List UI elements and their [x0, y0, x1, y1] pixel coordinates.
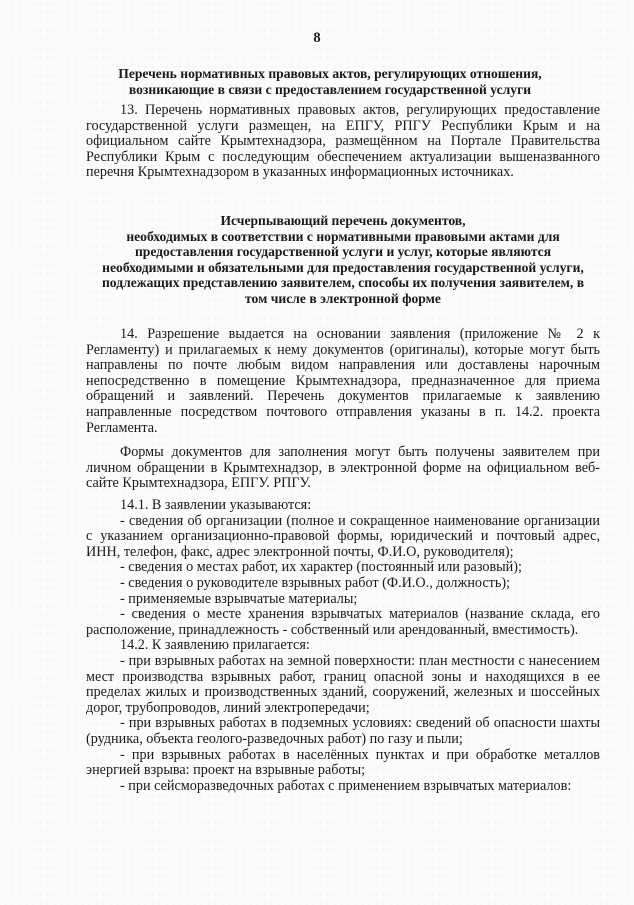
heading-line: Перечень нормативных правовых актов, регулирующих отношения,: [118, 66, 542, 81]
section-heading-legal-acts: [70, 66, 590, 97]
list-item: - при взрывных работах в подземных условиях: сведений об опасности шахты (рудника, объекта геолого-разведочных работ) по газу и пыли;: [86, 715, 600, 747]
list-item: - при взрывных работах на земной поверхности: план местности с нанесением мест производства взрывных работ, границ опасной зоны и находящихся в ее пределах жилых и производственных зданий, сооружений, железных и шоссейных дорог, трубопроводов, линий электропередачи;: [86, 652, 600, 716]
list-item: - сведения о местах работ, их характер (постоянный или разовый);: [120, 559, 522, 576]
list-item: - при взрывных работах в населённых пунктах и при обработке металлов энергией взрыва: проект на взрывные работы;: [86, 746, 600, 779]
list-item: - при сейсморазведочных работах с применением взрывчатых материалов:: [120, 777, 572, 794]
heading-line: возникающие в связи с предоставлением государственной услуги: [128, 81, 532, 97]
paragraph-14: 14. Разрешение выдается на основании заявления (приложение № 2 к Регламенту) и прилагаемых к нему документов (оригиналы), которые могут быть направлены по почте любым видом направления или доставлены нарочным непосредственно в помещение Крымтехнадзора, предназначенное для приема обращений и заявлений. Перечень документов прилагаемые к заявлению направленные посредством почтового отправления указаны в п. 14.2. проекта Регламента.: [86, 326, 600, 436]
list-item: - сведения о руководителе взрывных работ (Ф.И.О., должность);: [120, 574, 510, 591]
heading-line: предоставления государственной услуги и услуг, которые являются: [134, 244, 552, 260]
list-item: - применяемые взрывчатые материалы;: [120, 590, 358, 607]
heading-line: необходимых в соответствии с нормативными правовыми актами для: [126, 228, 560, 244]
section-heading-documents-list: [86, 213, 600, 307]
heading-line: Исчерпывающий перечень документов,: [220, 213, 466, 228]
list-item: 14.2. К заявлению прилагается:: [120, 637, 310, 654]
list-item: - сведения о месте хранения взрывчатых материалов (название склада, его расположение, принадлежность - собственный или арендованный, вместимость).: [86, 606, 600, 638]
page-number: 8: [313, 30, 321, 46]
paragraph-forms: Формы документов для заполнения могут быть получены заявителем при личном обращении в Крымтехнадзор, в электронной форме на официальном веб-сайте Крымтехнадзора, ЕПГУ. РПГУ.: [86, 444, 600, 492]
requirements-list: [86, 498, 600, 794]
list-item: 14.1. В заявлении указываются:: [120, 497, 312, 513]
paragraph-13: 13. Перечень нормативных правовых актов, регулирующих предоставление государственной услуги размещен, на ЕПГУ, РПГУ Республики Крым и на официальном сайте Крымтехнадзора, размещённом на Портале Правительства Республики Крым с последующим обеспечением актуализации вышеназванного перечня Крымтехнадзором в указанных информационных источниках.: [86, 102, 600, 181]
heading-line: подлежащих представлению заявителем, способы их получения заявителем, в: [101, 275, 585, 291]
heading-line: том числе в электронной форме: [245, 290, 441, 306]
heading-line: необходимыми и обязательными для предоставления государственной услуги,: [102, 259, 584, 275]
list-item: - сведения об организации (полное и сокращенное наименование организации с указанием организационно-правовой формы, юридический и почтовый адрес, ИНН, телефон, факс, адрес электронной почты, Ф.И.О, руководителя);: [86, 512, 600, 560]
